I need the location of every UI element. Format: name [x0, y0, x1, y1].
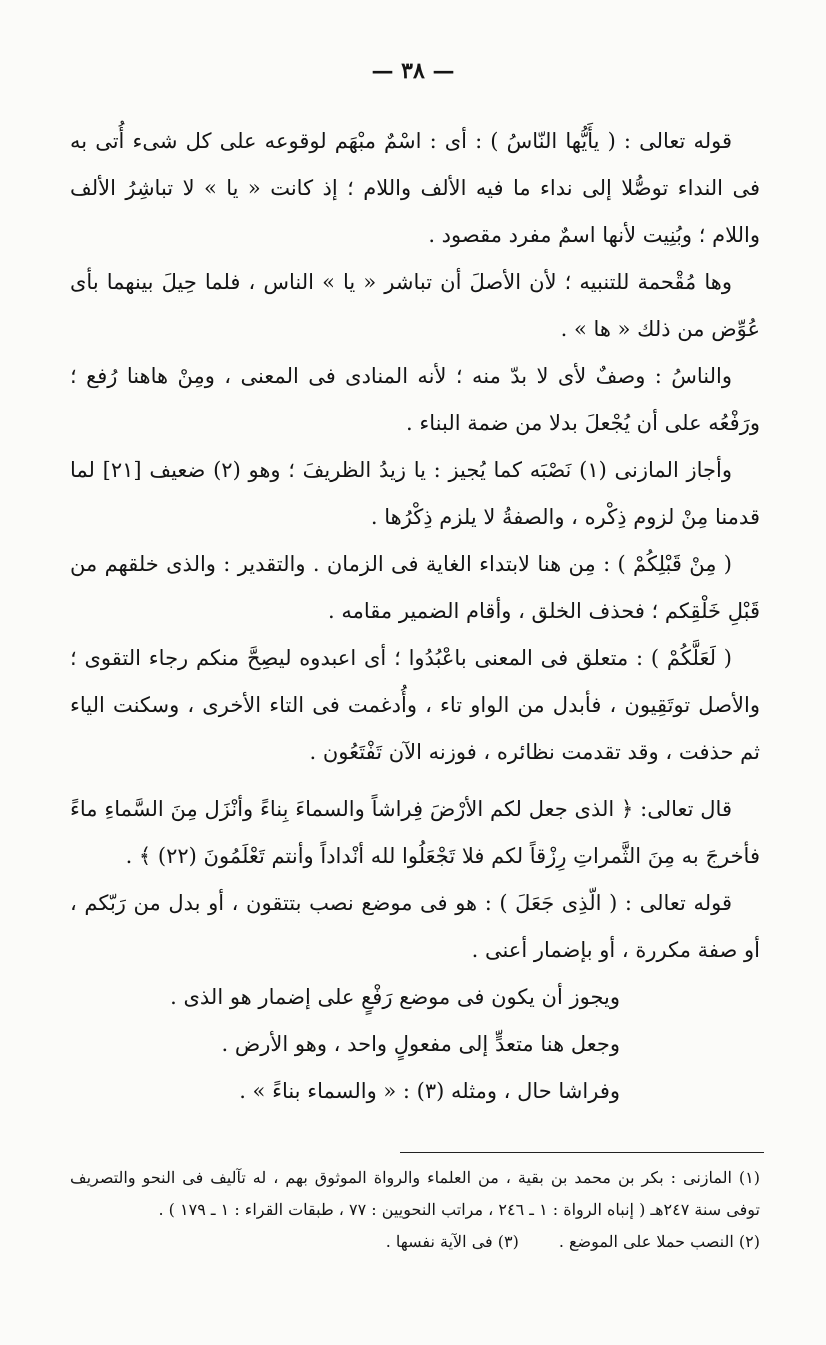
paragraph-2: وها مُقْحمة للتنبيه ؛ لأن الأصلَ أن تباشر « يا » الناس ، فلما حِيلَ بينهما بأى عُوِّض من ذلك « ها » . [70, 270, 760, 341]
paragraph-3: والناسُ : وصفٌ لأى لا بدّ منه ؛ لأنه المنادى فى المعنى ، ومِنْ هاهنا رُفع ؛ ورَفْعُه على أن يُجْعلَ بدلا من ضمة البناء . [70, 364, 760, 435]
page-number: — ٣٨ — [371, 58, 455, 84]
paragraph-9: ويجوز أن يكون فى موضع رَفْعٍ على إضمار هو الذى . [170, 985, 620, 1009]
footnote-1: (١) المازنى : بكر بن محمد بن بقية ، من العلماء والرواة الموثوق بهم ، له تآليف فى النحو والتصريف توفى سنة ٢٤٧هـ ( إنباه الرواة : ١ ـ ٢٤٦ ، مراتب النحويين : ٧٧ ، طبقات القراء : ١ ـ ١٧٩ ) . [70, 1168, 760, 1219]
main-text [70, 118, 760, 1115]
footnote-divider [400, 1152, 764, 1153]
footnote-2: (٢) النصب حملا على الموضع . [558, 1232, 760, 1251]
paragraph-6: ( لَعَلَّكُمْ ) : متعلق فى المعنى باعْبُدُوا ؛ أى اعبدوه ليصِحَّ منكم رجاء التقوى ؛ والأصل توتَقِيون ، فأبدل من الواو تاء ، وأُدغمت فى التاء الأخرى ، وسكنت الياء ثم حذفت ، وقد تقدمت نظائره ، فوزنه الآن تَفْتَعُون . [70, 646, 760, 764]
paragraph-5: ( مِنْ قَبْلِكُمْ ) : مِن هنا لابتداء الغاية فى الزمان . والتقدير : والذى خلقهم من قَبْلِ خَلْقِكم ؛ فحذف الخلق ، وأقام الضمير مقامه . [70, 552, 760, 623]
paragraph-8: قوله تعالى : ( الّذِى جَعَلَ ) : هو فى موضع نصب بتتقون ، أو بدل من رَبّكم ، أو صفة مكررة ، أو بإضمار أعنى . [70, 891, 760, 962]
paragraph-10: وجعل هنا متعدٍّ إلى مفعولٍ واحد ، وهو الأرض . [221, 1032, 620, 1056]
verse-paragraph: قال تعالى: ﴿ الذى جعل لكم الأرْضَ فِراشاً والسماءَ بِناءً وأنْزَل مِنَ السَّماءِ ماءً فأخرجَ به مِنَ الثَّمراتِ رِزْقاً لكم فلا تَجْعَلُوا لله أنْداداً وأنتم تَعْلَمُونَ (٢٢) ﴾ . [70, 797, 760, 868]
paragraph-1: قوله تعالى : ( يأَيُّها النّاسُ ) : أى : اسْمٌ مبْهَم لوقوعه على كل شىء أُتى به فى النداء توصُّلا إلى نداء ما فيه الألف واللام ؛ إذ كانت « يا » لا تباشِرُ الألف واللام ؛ وبُنِيت لأنها اسمٌ مفرد مقصود . [70, 129, 760, 247]
footnote-3: (٣) فى الآية نفسها . [385, 1232, 519, 1251]
paragraph-4: وأجاز المازنى (١) نَصْبَه كما يُجيز : يا زيدُ الظريفَ ؛ وهو (٢) ضعيف [٢١] لما قدمنا مِنْ لزوم ذِكْره ، والصفةُ لا يلزم ذِكْرُها . [70, 458, 760, 529]
paragraph-11: وفراشا حال ، ومثله (٣) : « والسماء بناءً » . [239, 1079, 620, 1103]
footnotes [70, 1162, 760, 1258]
